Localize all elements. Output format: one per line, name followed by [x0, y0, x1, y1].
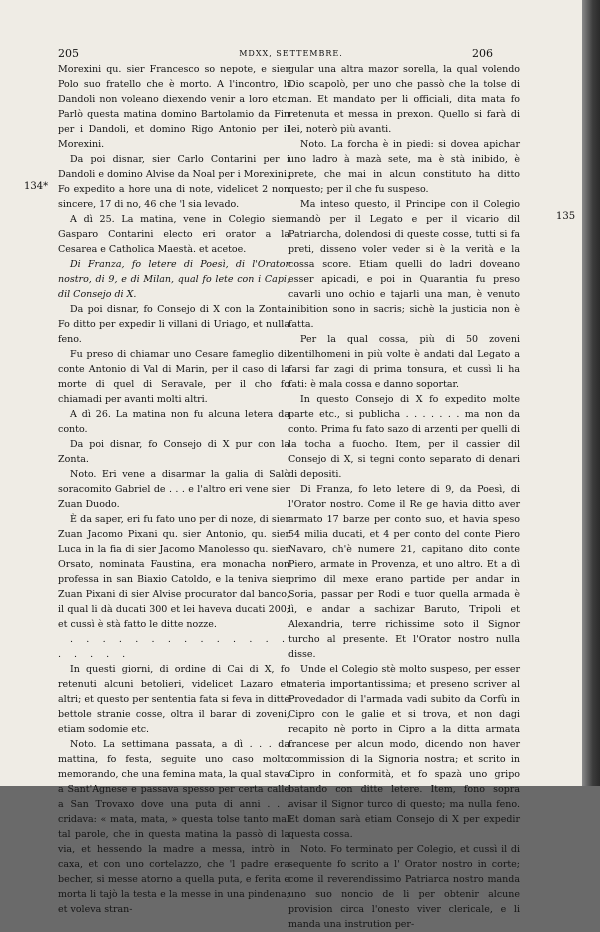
- paragraph: Noto. La settimana passata, a dì . . . da mattina, fo festa, seguite uno caso molto memorando, che una femina mata, la qual stava a Sant'Agnese e passava spesso per certa calle a San Trovaxo dove una puta di anni . . . cridava: « mata, mata, » questa tolse tanto mal tal parole, che in questa matina la passò di la via, et hessendo la madre a messa, intrò in caxa, et con uno cortelazzo, che 'l padre era becher, si messe atorno a quella puta, e ferita e morta li tajò la testa e la messe in una pindena; et voleva stran-: [58, 739, 290, 915]
- margin-number-left: 134*: [24, 181, 49, 192]
- paragraph: È da saper, eri fu fato uno per di noze, di sier Zuan Jacomo Pixani qu. sier Antonio, qu. sier Luca in la fia di sier Jacomo Manolesso qu. sier Orsato, nominata Faustina, era monacha non professa in san Biaxio Catoldo, e la teniva sier Zuan Pixani di sier Alvise procurator dal banco, il qual li dà ducati 300 et lei haveva ducati 200; et cussì è stà fatto le ditte nozze.: [58, 514, 290, 630]
- page-number-right: 206: [472, 47, 493, 60]
- running-title: MDXX, SETTEMBRE.: [239, 49, 343, 58]
- paragraph: In questo Consejo di X fo expedito molte parte etc., si publicha . . . . . . . ma non da conto. Prima fu fato sazo di arzenti per quelli di la tocha a fuocho. Item, per il cassier dil Consejo di X, si tegni conto separato di denari di depositi.: [288, 394, 520, 480]
- page-edge: [582, 0, 600, 786]
- margin-number-right: 135: [556, 211, 576, 222]
- paragraph: Per la qual cossa, più di 50 zoveni zentilhomeni in più volte è andati dal Legato a farsi far zagi di prima tonsura, et cussì li ha fati: è mala cossa e danno soportar.: [288, 334, 520, 390]
- paragraph: Morexini qu. sier Francesco so nepote, e sier Polo suo fratello che è morto. A l'incontro, li Dandoli non voleano diexendo venir a loro etc. Parlò questa matina domino Bartolamio da Fin per i Dandoli, et domino Rigo Antonio per il Morexini.: [58, 64, 290, 150]
- paragraph: In questi giorni, di ordine di Cai di X, fo retenuti alcuni betolieri, videlicet Lazaro et altri; et questo per sententia fata si feva in ditte bettole stranie cosse, oltra il barar di zoveni, etiam sodomie etc.: [58, 664, 290, 735]
- left-column: [58, 62, 290, 917]
- ellipsis-line: . . . . . . . . . . . . . . . . . . .: [58, 634, 290, 660]
- paragraph: Di Franza, fo letere di Poesì, di l'Orator nostro, di 9, e di Milan, qual fo lete con i Capi, dil Consejo di X.: [58, 259, 290, 300]
- paragraph: Da poi disnar, fo Consejo di X pur con la Zonta.: [58, 439, 290, 465]
- paragraph: Da poi disnar, sier Carlo Contarini per i Dandoli e domino Alvise da Noal per i Morexini. Fo expedito a hore una di note, videlicet 2 non sincere, 17 di no, 46 che 'l sia levado.: [58, 154, 290, 210]
- paragraph: Fu preso di chiamar uno Cesare fameglio dil conte Antonio di Val di Marin, per il caso di la morte di quel di Seravale, per il cho fo chiamadi per avanti molti altri.: [58, 349, 290, 405]
- paragraph: Ma inteso questo, il Principe con il Colegio mandò per il Legato e per il vicario dil Patriarcha, dolendosi di queste cosse, tutti si fa preti, dissenо voler veder si è la verità e la cossa score. Etiam quelli do ladri doveano esser apicadi, e poi in Quarantia fu preso cavarli uno ochio e tajarli una man, è venuto inibition sono in sacris; sichè la justicia non è fatta.: [288, 199, 520, 330]
- paragraph: Noto. Eri vene a disarmar la galia di Salò soracomito Gabriel de . . . e l'altro eri vene sier Zuan Duodo.: [58, 469, 290, 510]
- paragraph: A dì 26. La matina non fu alcuna letera da conto.: [58, 409, 290, 435]
- running-header: [0, 47, 582, 63]
- page-number-left: 205: [58, 47, 79, 60]
- right-column: [288, 62, 520, 932]
- paragraph: Unde el Colegio stè molto suspeso, per esser materia importantissima; et preseno scriver al Provedador di l'armada vadi subito da Corfù in Cipro con le galie et si trova, et non dagi recapito nè porto in Cipro a la ditta armata francese per alcun modo, dicendo non haver commission di la Signoria nostra; et scrito in Cipro in conformità, et fo spazà uno gripo batando con ditte letere. Item, fono sopra avisar il Signor turco di questo; ma nulla feno. Et doman sarà etiam Consejo di X per expedir questa cossa.: [288, 664, 520, 840]
- paragraph: Noto. La forcha è in piedi: si dovea apichar uno ladro à mazà sete, ma è stà inibido, è prete, che mai in alcun constituto ha ditto questo; per il che fu suspeso.: [288, 139, 520, 195]
- paragraph: Noto. Fo terminato per Colegio, et cussì il di sequente fo scrito a l' Orator nostro in corte; come il reverendissimo Patriarca nostro manda uno suo noncio de li per obtenir alcune provision circa l'onesto viver clericale, e li manda una instrution per-: [288, 844, 520, 930]
- paragraph: A dì 25. La matina, vene in Colegio sier Gasparo Contarini electo eri orator a la Cesarea e Catholica Maestà. et acetoe.: [58, 214, 290, 255]
- paragraph: Da poi disnar, fo Consejo di X con la Zonta. Fo ditto per expedir li villani di Uriago, et nulla feno.: [58, 304, 290, 345]
- paragraph: gular una altra mazor sorella, la qual volendo Dio scapolò, per uno che passò che la tolse di man. Et mandato per li officiali, dita mata fo retenuta et messa in prexon. Quello si farà di lei, noterò più avanti.: [288, 64, 520, 135]
- paragraph: Di Franza, fo leto letere di 9, da Poesì, di l'Orator nostro. Come il Re ge havia ditto aver armato 17 barze per conto suo, et havia speso 54 milia ducati, et 4 per conto del conte Piero Navaro, ch'è numere 21, capitano dito conte Piero, armate in Provenza, et uno altro. Et a dì primo dil mexe erano partide per andar in Soria, passar per Rodi e tuor quella armada è lì, e andar a sachizar Baruto, Tripoli et Alexandria, terre richissime soto il Signor turcho al presente. Et l'Orator nostro nulla disse.: [288, 484, 520, 660]
